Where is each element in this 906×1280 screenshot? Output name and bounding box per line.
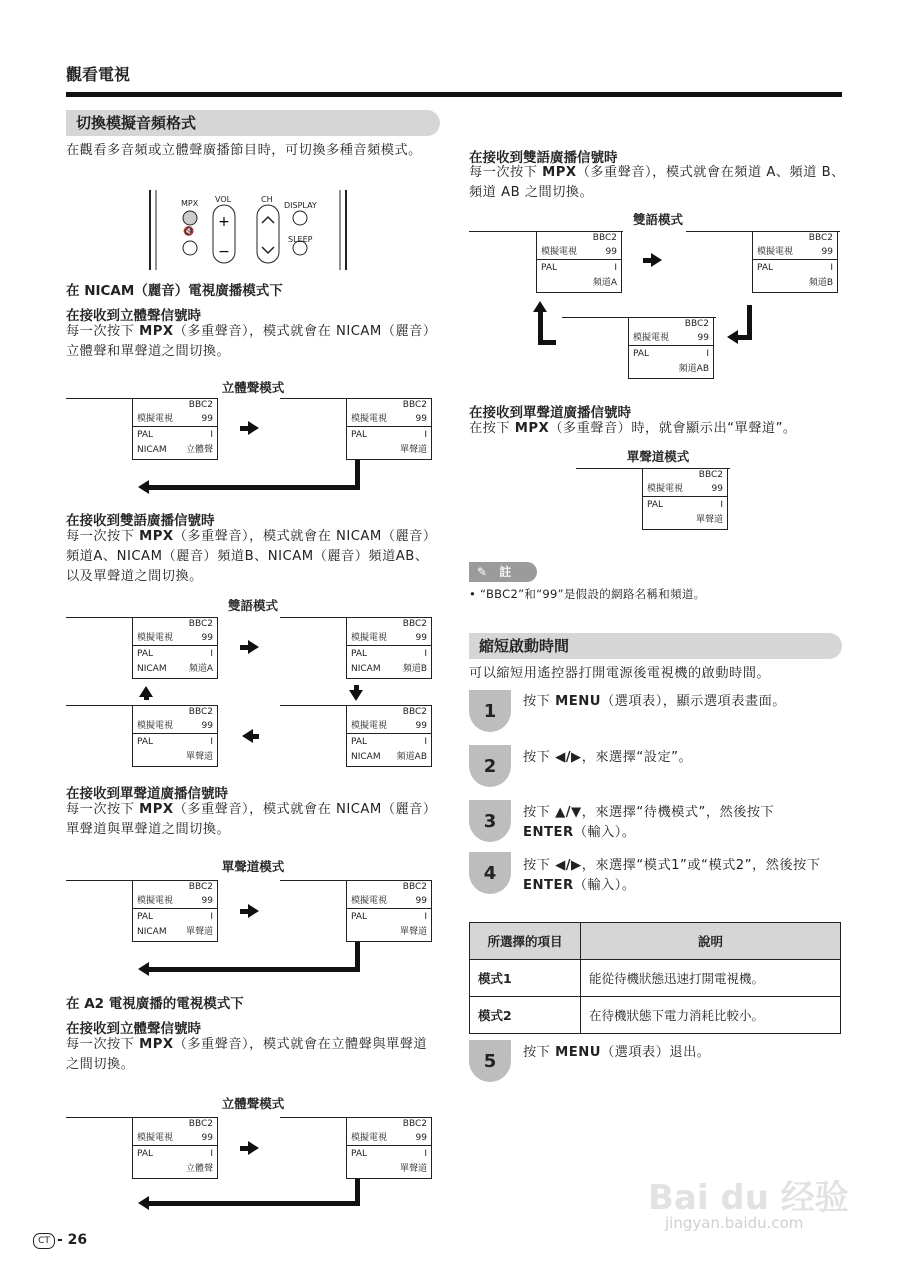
paperclip-icon: ✎ xyxy=(477,565,488,579)
nicam-stereo-caption: 立體聲模式 xyxy=(221,380,285,395)
arrow-left-icon xyxy=(138,962,149,976)
screen-nicam-mono-right: BBC2 模擬電視 99 PAL I 單聲道 xyxy=(346,880,432,942)
screen-nicam-stereo: BBC2 模擬電視 99 PAL I NICAM 立體聲 xyxy=(132,398,218,460)
note-badge: ✎ 註 xyxy=(469,562,537,582)
screen-a2-mono: BBC2 模擬電視 99 PAL I 單聲道 xyxy=(346,1117,432,1179)
ch-label: CH xyxy=(261,195,273,204)
arrow-right-icon xyxy=(651,253,662,267)
nicam-mono-text: 每一次按下 MPX（多重聲音），模式就會在 NICAM（麗音）單聲道與單聲道之間切換。 xyxy=(66,802,437,837)
remote-illustration xyxy=(147,190,349,270)
table-header-row xyxy=(470,923,841,960)
watermark-url: jingyan.baidu.com xyxy=(665,1214,804,1232)
screen-nicam-mono-left: BBC2 模擬電視 99 PAL I NICAM 單聲道 xyxy=(132,880,218,942)
section-intro: 在觀看多音頻或立體聲廣播節目時，可切換多種音頻模式。 xyxy=(66,143,422,158)
a2-bilingual-heading: 在接收到雙語廣播信號時 xyxy=(469,150,618,166)
step-2-badge: 2 xyxy=(469,745,511,787)
step-5-badge: 5 xyxy=(469,1040,511,1082)
svg-text:+: + xyxy=(218,214,230,230)
mode-table xyxy=(469,922,841,1034)
table-row xyxy=(470,997,841,1034)
screen-nicam-mono2: BBC2 模擬電視 99 PAL I 單聲道 xyxy=(132,705,218,767)
screen-nicam-a: BBC2 模擬電視 99 PAL I NICAM 頻道A xyxy=(132,617,218,679)
screen-a2-a: BBC2 模擬電視 99 PAL I 頻道A xyxy=(536,231,622,293)
arrow-right-icon xyxy=(248,1141,259,1155)
step-4-text: 按下 ◀/▶，來選擇“模式1”或“模式2”，然後按下ENTER（輸入）。 xyxy=(523,858,821,893)
nicam-bilingual-heading: 在接收到雙語廣播信號時 xyxy=(66,513,215,529)
mpx-button-label: MPX xyxy=(181,199,199,208)
section-title-startup: 縮短啟動時間 xyxy=(469,633,842,659)
a2-stereo-heading: 在接收到立體聲信號時 xyxy=(66,1021,201,1037)
a2-bilingual-caption: 雙語模式 xyxy=(632,212,683,227)
arrow-left-icon xyxy=(727,330,738,344)
step-4-badge: 4 xyxy=(469,852,511,894)
nicam-stereo-text: 每一次按下 MPX（多重聲音），模式就會在 NICAM（麗音）立體聲和單聲道之間切換。 xyxy=(66,324,437,359)
screen-nicam-b: BBC2 模擬電視 99 PAL I NICAM 頻道B xyxy=(346,617,432,679)
sleep-label: SLEEP xyxy=(288,235,313,244)
a2-stereo-caption: 立體聲模式 xyxy=(221,1096,285,1111)
title-rule xyxy=(66,92,842,97)
step-3-badge: 3 xyxy=(469,800,511,842)
startup-intro: 可以縮短用遙控器打開電源後電視機的啟動時間。 xyxy=(469,666,771,681)
watermark-logo: Bai du 经验 xyxy=(648,1178,849,1218)
display-label: DISPLAY xyxy=(284,201,317,210)
page-number: - 26 xyxy=(57,1232,88,1248)
step-2-text: 按下 ◀/▶，來選擇“設定”。 xyxy=(523,750,693,765)
nicam-bilingual-text: 每一次按下 MPX（多重聲音），模式就會在 NICAM（麗音）頻道A、NICAM（麗音）頻道B、NICAM（麗音）頻道AB、以及單聲道之間切換。 xyxy=(66,529,437,584)
a2-heading: 在 A2 電視廣播的電視模式下 xyxy=(66,996,244,1012)
nicam-mono-heading: 在接收到單聲道廣播信號時 xyxy=(66,786,228,802)
a2-mono-caption: 單聲道模式 xyxy=(626,449,690,464)
mute-icon: 🔇 xyxy=(183,227,195,237)
arrow-left-icon xyxy=(138,480,149,494)
arrow-right-icon xyxy=(248,421,259,435)
table-row xyxy=(470,960,841,997)
arrow-down-icon xyxy=(349,690,363,701)
note-text: • “BBC2”和“99”是假設的網路名稱和頻道。 xyxy=(469,587,706,601)
screen-a2-b: BBC2 模擬電視 99 PAL I 頻道B xyxy=(752,231,838,293)
table-cell: 在待機狀態下電力消耗比較小。 xyxy=(581,997,841,1034)
arrow-right-icon xyxy=(248,904,259,918)
a2-stereo-text: 每一次按下 MPX（多重聲音），模式就會在立體聲與單聲道之間切換。 xyxy=(66,1037,428,1072)
nicam-stereo-heading: 在接收到立體聲信號時 xyxy=(66,308,201,324)
section-title-audio-format: 切換模擬音頻格式 xyxy=(66,110,440,136)
screen-a2-mono-only: BBC2 模擬電視 99 PAL I 單聲道 xyxy=(642,468,728,530)
language-badge: CT xyxy=(33,1233,55,1249)
step-1-text: 按下 MENU（選項表），顯示選項表畫面。 xyxy=(523,694,786,709)
vol-label: VOL xyxy=(215,195,232,204)
svg-text:−: − xyxy=(218,244,230,260)
table-cell: 能從待機狀態迅速打開電視機。 xyxy=(581,960,841,997)
a2-mono-heading: 在接收到單聲道廣播信號時 xyxy=(469,405,631,421)
nicam-mono-caption: 單聲道模式 xyxy=(221,859,285,874)
table-header: 所選擇的項目 xyxy=(470,923,581,960)
screen-nicam-mono: BBC2 模擬電視 99 PAL I 單聲道 xyxy=(346,398,432,460)
a2-bilingual-text: 每一次按下 MPX（多重聲音），模式就會在頻道 A、頻道 B、頻道 AB 之間切換。 xyxy=(469,165,845,200)
nicam-heading: 在 NICAM（麗音）電視廣播模式下 xyxy=(66,283,283,299)
screen-a2-ab: BBC2 模擬電視 99 PAL I 頻道AB xyxy=(628,317,714,379)
table-cell: 模式1 xyxy=(470,960,581,997)
screen-a2-stereo: BBC2 模擬電視 99 PAL I 立體聲 xyxy=(132,1117,218,1179)
arrow-right-icon xyxy=(248,640,259,654)
table-header: 說明 xyxy=(581,923,841,960)
arrow-left-icon xyxy=(242,729,253,743)
arrow-left-icon xyxy=(138,1196,149,1210)
page-title: 觀看電視 xyxy=(66,65,131,84)
step-1-badge: 1 xyxy=(469,690,511,732)
a2-mono-text: 在按下 MPX（多重聲音）時，就會顯示出“單聲道”。 xyxy=(469,421,797,436)
screen-nicam-ab: BBC2 模擬電視 99 PAL I NICAM 頻道AB xyxy=(346,705,432,767)
table-cell: 模式2 xyxy=(470,997,581,1034)
step-3-text: 按下 ▲/▼，來選擇“待機模式”，然後按下 ENTER（輸入）。 xyxy=(523,805,775,840)
step-5-text: 按下 MENU（選項表）退出。 xyxy=(523,1045,711,1060)
nicam-bilingual-caption: 雙語模式 xyxy=(227,598,278,613)
